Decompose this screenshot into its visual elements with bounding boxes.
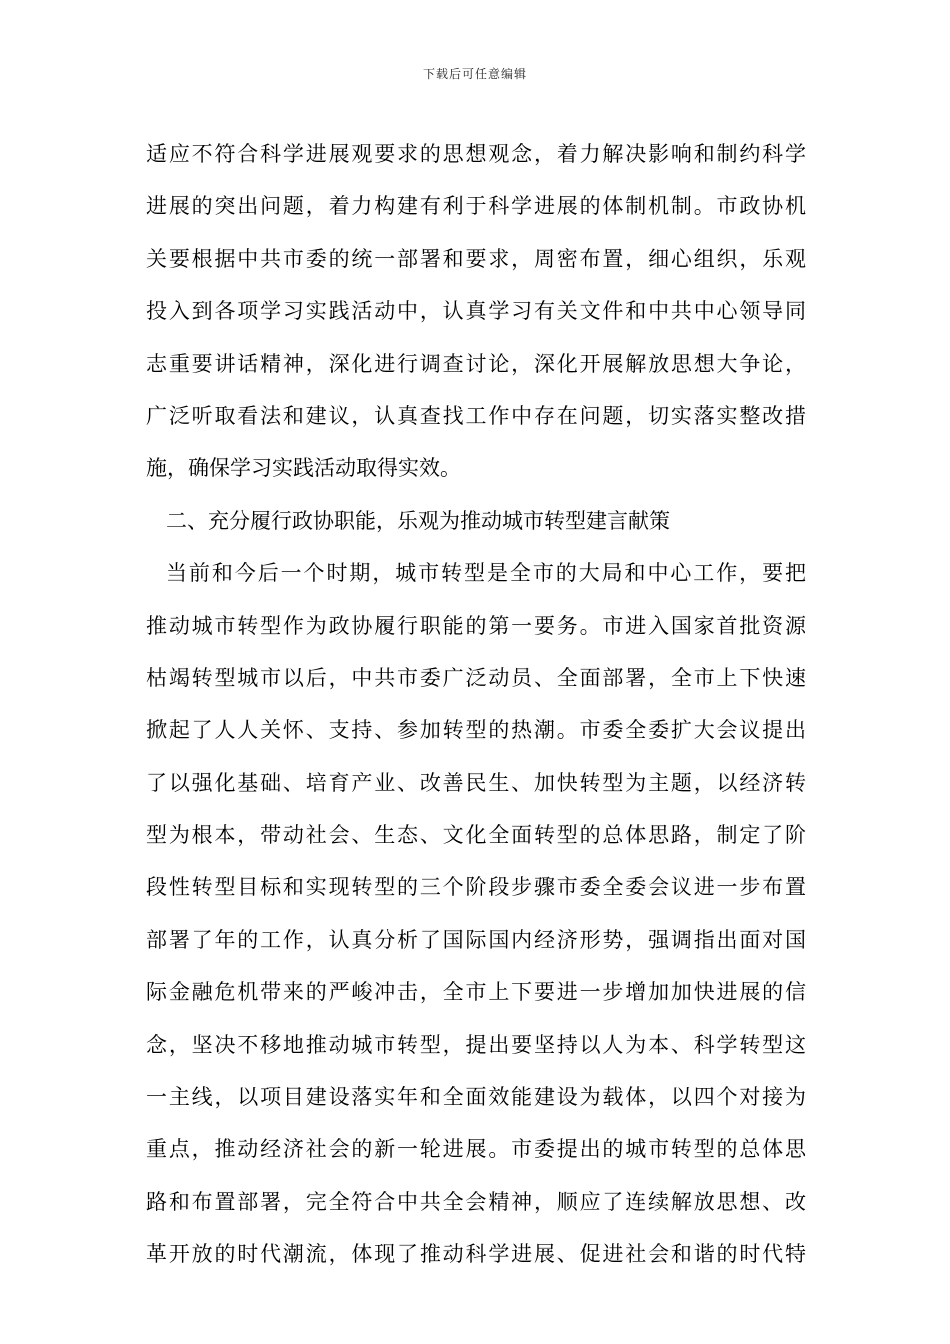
- text-line: 投入到各项学习实践活动中，认真学习有关文件和中共中心领导同: [146, 299, 806, 324]
- text-line: 革开放的时代潮流，体现了推动科学进展、促进社会和谐的时代特: [146, 1242, 806, 1267]
- text-line: 路和布置部署，完全符合中共全会精神，顺应了连续解放思想、改: [146, 1189, 806, 1214]
- page-header: 下载后可任意编辑: [422, 67, 527, 81]
- section-heading: 二、充分履行政协职能，乐观为推动城市转型建言献策: [166, 508, 670, 533]
- text-line: 型为根本，带动社会、生态、文化全面转型的总体思路，制定了阶: [146, 823, 806, 848]
- text-line: 志重要讲话精神，深化进行调查讨论，深化开展解放思想大争论，: [146, 351, 806, 376]
- text-line: 部署了年的工作，认真分析了国际国内经济形势，强调指出面对国: [146, 927, 806, 952]
- text-line: 关要根据中共市委的统一部署和要求，周密布置，细心组织，乐观: [146, 246, 806, 271]
- text-line: 段性转型目标和实现转型的三个阶段步骤市委全委会议进一步布置: [146, 875, 806, 900]
- text-line: 了以强化基础、培育产业、改善民生、加快转型为主题，以经济转: [146, 770, 806, 795]
- text-line: 推动城市转型作为政协履行职能的第一要务。市进入国家首批资源: [146, 613, 806, 638]
- text-line: 进展的突出问题，着力构建有利于科学进展的体制机制。市政协机: [146, 194, 806, 219]
- text-line: 当前和今后一个时期，城市转型是全市的大局和中心工作，要把: [166, 561, 806, 586]
- body-text: [146, 133, 806, 1286]
- text-line: 掀起了人人关怀、支持、参加转型的热潮。市委全委扩大会议提出: [146, 718, 806, 743]
- text-line: 适应不符合科学进展观要求的思想观念，着力解决影响和制约科学: [146, 142, 806, 166]
- text-line: 施，确保学习实践活动取得实效。: [146, 456, 461, 481]
- text-line: 枯竭转型城市以后，中共市委广泛动员、全面部署，全市上下快速: [146, 665, 806, 690]
- text-line: 重点，推动经济社会的新一轮进展。市委提出的城市转型的总体思: [146, 1137, 806, 1162]
- text-line: 际金融危机带来的严峻冲击，全市上下要进一步增加加快进展的信: [146, 980, 806, 1005]
- text-line: 广泛听取看法和建议，认真查找工作中存在问题，切实落实整改措: [146, 403, 806, 428]
- text-line: 念，坚决不移地推动城市转型，提出要坚持以人为本、科学转型这: [146, 1032, 806, 1057]
- text-line: 一主线，以项目建设落实年和全面效能建设为载体，以四个对接为: [146, 1085, 806, 1110]
